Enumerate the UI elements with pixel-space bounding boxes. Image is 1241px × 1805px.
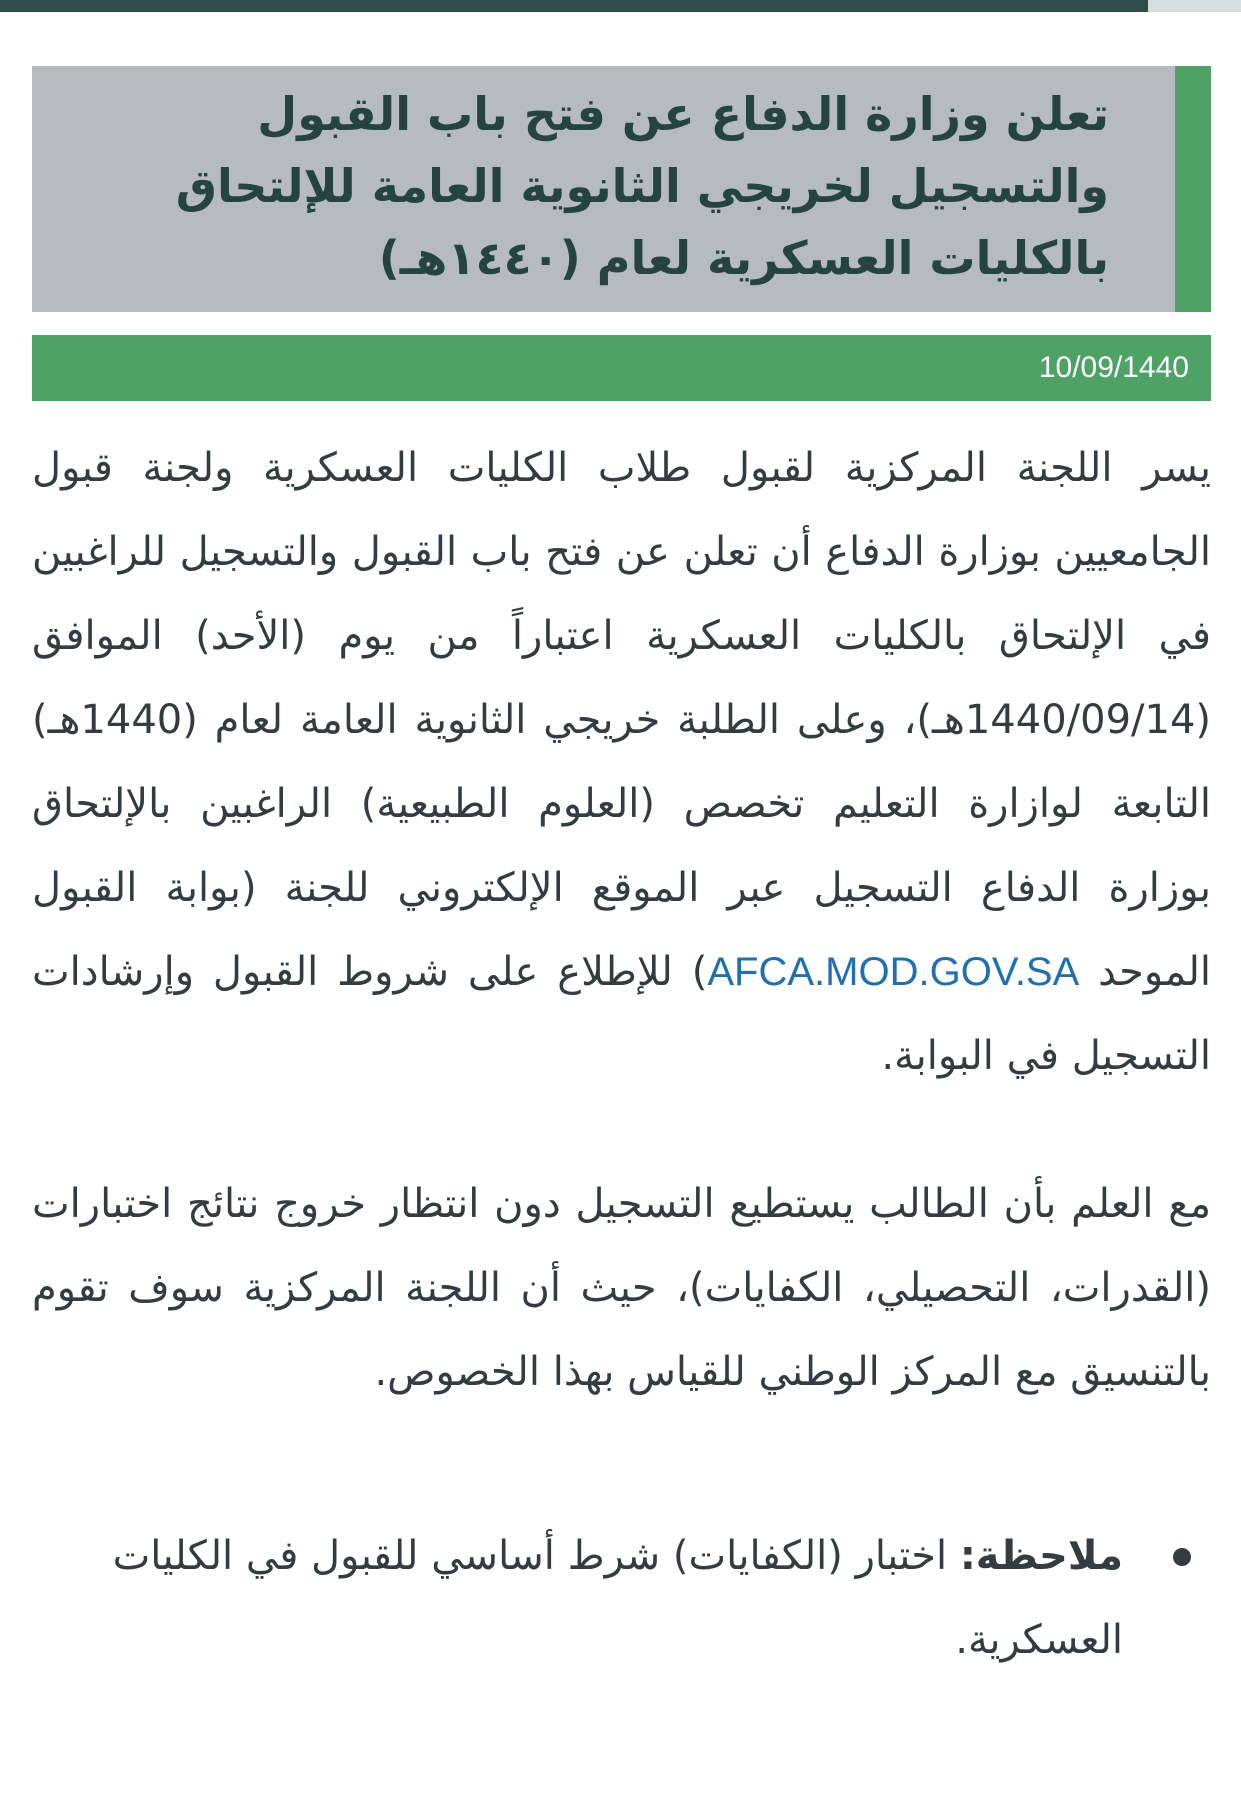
portal-link[interactable]: AFCA.MOD.GOV.SA (707, 950, 1080, 994)
list-item (32, 1514, 1211, 1682)
note-text: اختبار (الكفايات) شرط أساسي للقبول في الكليات العسكرية. (112, 1533, 1123, 1663)
top-bar (0, 0, 1241, 12)
paragraph-text-before-link: يسر اللجنة المركزية لقبول طلاب الكليات العسكرية ولجنة قبول الجامعيين بوزارة الدفاع أن تعلن عن فتح باب القبول والتسجيل للراغبين في الإلتحاق بالكليات العسكرية اعتباراً من يوم (الأحد) الموافق (1440/09/14هـ)، وعلى الطلبة خريجي الثانوية العامة لعام (1440هـ) التابعة لوازارة التعليم تخصص (العلوم الطبيعية) الراغبين بالإلتحاق بوزارة الدفاع التسجيل عبر الموقع الإلكتروني للجنة (بوابة القبول الموحد (32, 445, 1211, 995)
title-box (32, 66, 1211, 312)
publish-date: 10/09/1440 (1038, 351, 1189, 384)
paragraph-text-after-link: ) للإطلاع على شروط القبول وإرشادات التسجيل في البوابة. (32, 949, 1211, 1079)
page-title: تعلن وزارة الدفاع عن فتح باب القبول والتسجيل لخريجي الثانوية العامة للإلتحاق بالكليات العسكرية لعام (١٤٤٠هـ) (175, 87, 1109, 285)
top-bar-progress (0, 0, 1148, 12)
bullet-icon (1173, 1548, 1191, 1566)
note-label: ملاحظة: (959, 1533, 1123, 1579)
paragraph-announcement (32, 426, 1211, 1098)
date-bar (32, 335, 1211, 401)
paragraph-registration-note: مع العلم بأن الطالب يستطيع التسجيل دون انتظار خروج نتائج اختبارات (القدرات، التحصيلي، الكفايات)، حيث أن اللجنة المركزية سوف تقوم بالتنسيق مع المركز الوطني للقياس بهذا الخصوص. (32, 1181, 1211, 1395)
note-list (32, 1514, 1211, 1682)
